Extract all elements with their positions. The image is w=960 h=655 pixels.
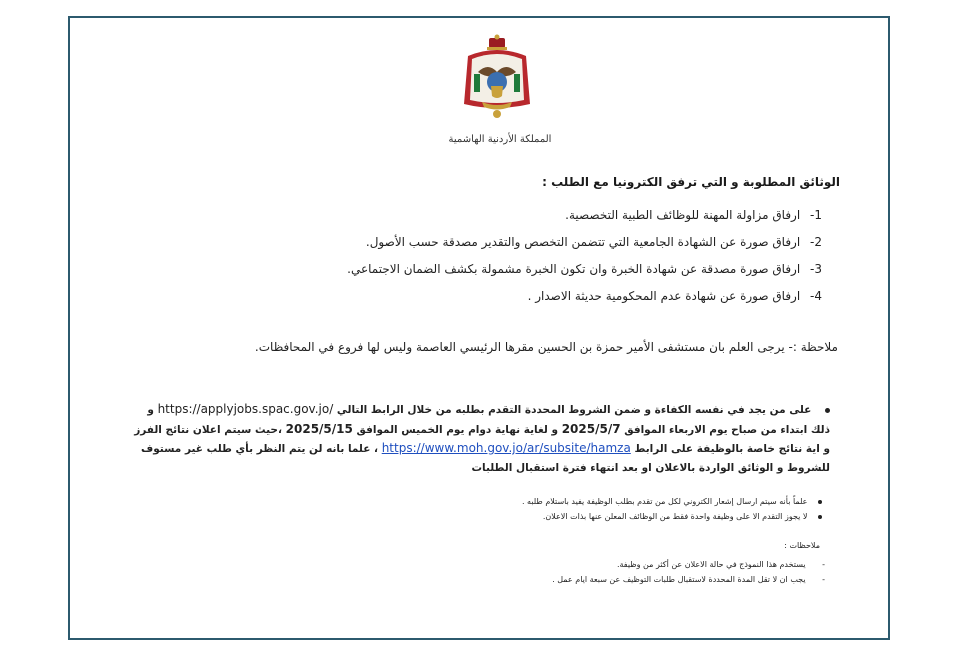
- end-date: 2025/5/15: [285, 421, 353, 436]
- document-item-text: ارفاق صورة مصدقة عن شهادة الخبرة وان تكون الخبرة مشمولة بكشف الضمان الاجتماعي.: [347, 262, 801, 276]
- document-item: [366, 235, 822, 249]
- document-item: [347, 262, 822, 276]
- dash-icon: -: [822, 560, 825, 569]
- apply-link[interactable]: https://applyjobs.spac.gov.jo/: [157, 402, 334, 416]
- announcement-text-5: ، علما بانه لن يتم النظر بأي طلب غير مستوف للشروط و الوثائق الواردة بالاعلان او بعد انتهاء فترة استقبال الطلبات: [141, 443, 830, 474]
- document-item: [565, 208, 822, 222]
- kingdom-name: المملكة الأردنية الهاشمية: [448, 134, 552, 145]
- jordan-coat-of-arms-icon: [458, 34, 536, 120]
- document-item-number: 4-: [810, 289, 822, 303]
- hospital-note: ملاحظة :- يرجى العلم بان مستشفى الأمير حمزة بن الحسين مقرها الرئيسي العاصمة وليس لها فروع في المحافظات.: [254, 340, 838, 354]
- document-item-text: ارفاق صورة عن شهادة عدم المحكومية حديثة الاصدار .: [527, 289, 801, 303]
- results-link[interactable]: https://www.moh.gov.jo/ar/subsite/hamza: [381, 441, 631, 455]
- document-item-text: ارفاق مزاولة المهنة للوظائف الطبية التخصصية.: [565, 208, 801, 222]
- start-date: 2025/5/7: [561, 421, 621, 436]
- document-item-text: ارفاق صورة عن الشهادة الجامعية التي تتضمن التخصص والتقدير مصدقة حسب الأصول.: [365, 235, 801, 249]
- notes-item: [552, 575, 825, 584]
- document-item-number: 2-: [810, 235, 822, 249]
- dash-icon: -: [822, 575, 825, 584]
- info-item-text: لا يجوز التقدم الا على وظيفة واحدة فقط من الوظائف المعلن عنها بذات الاعلان.: [542, 512, 808, 521]
- announcement-text-3: و لغاية نهاية دوام يوم الخميس الموافق: [356, 423, 559, 436]
- notes-item-text: يستخدم هذا النموذج في حالة الاعلان عن أكثر من وظيفة.: [616, 560, 806, 569]
- application-announcement: [130, 400, 830, 477]
- documents-title: الوثائق المطلوبة و التي ترفق الكترونيا مع الطلب :: [542, 175, 840, 189]
- notes-item: [617, 560, 825, 569]
- announcement-text-4: ،حيث سيتم اعلان نتائج الفرز و اية نتائج خاصة بالوظيفة على الرابط: [134, 423, 830, 455]
- info-item: [543, 512, 822, 521]
- bullet-icon: [825, 408, 830, 413]
- announcement-text-2: و ذلك ابتداء من صباح يوم الاربعاء الموافق: [147, 404, 830, 436]
- info-item-text: علماً بأنه سيتم ارسال إشعار الكتروني لكل من تقدم بطلب الوظيفة يفيد باستلام طلبه .: [521, 497, 808, 506]
- document-item: [528, 289, 822, 303]
- document-item-number: 3-: [810, 262, 822, 276]
- notes-title: ملاحظات :: [784, 541, 820, 550]
- bullet-icon: [818, 515, 822, 519]
- bullet-icon: [818, 500, 822, 504]
- announcement-text-1: على من يجد في نفسه الكفاءة و ضمن الشروط المحددة التقدم بطلبه من خلال الرابط التالي: [336, 404, 812, 416]
- notes-item-text: يجب ان لا تقل المدة المحددة لاستقبال طلبات التوظيف عن سبعة ايام عمل .: [552, 575, 806, 584]
- document-item-number: 1-: [810, 208, 822, 222]
- info-item: [522, 497, 822, 506]
